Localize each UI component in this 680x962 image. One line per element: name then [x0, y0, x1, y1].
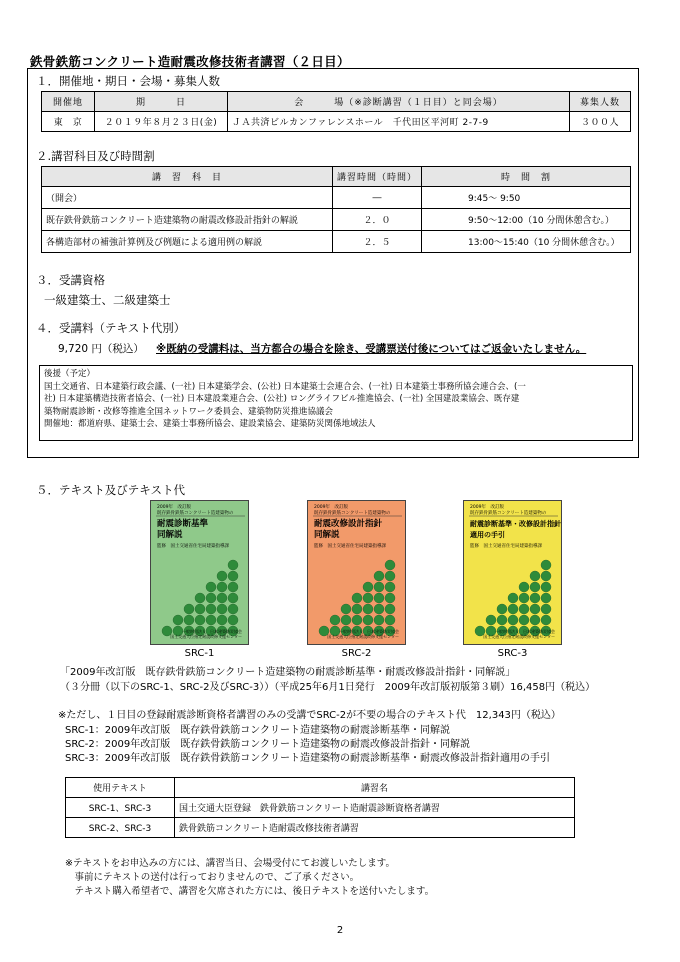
- cell-date: ２０１９年８月２３日(金): [95, 112, 228, 132]
- cover-subtitle: 監修 国土交通省住宅局建築指導課: [157, 544, 229, 549]
- cover-circle: [530, 593, 540, 603]
- book-cover-src1: [150, 500, 249, 645]
- cover-circle: [374, 571, 384, 581]
- sponsors-line: 後援（予定）: [44, 369, 96, 379]
- text-price-note: ※ただし、１日目の登録耐震診断資格者講習のみの受講でSRC-2が不要の場合のテキスト代 12,343円（税込）: [58, 710, 561, 721]
- cover-circle: [363, 593, 373, 603]
- cover-circle: [352, 615, 362, 625]
- cover-circle: [497, 604, 507, 614]
- cover-circle: [530, 571, 540, 581]
- sponsors-box: [39, 365, 633, 441]
- list-item: SRC-1：2009年改訂版 既存鉄骨鉄筋コンクリート造建築物の耐震診断基準・同解説: [65, 725, 450, 736]
- text-notes: [65, 857, 434, 899]
- header-location: 開催地: [42, 92, 95, 112]
- cell-time: 9:45～ 9:50: [422, 187, 631, 209]
- cover-circle: [217, 571, 227, 581]
- cover-circle: [217, 582, 227, 592]
- cover-publisher: 一般財団法人 日本建築防災協会 国土交通大臣指定耐震改修支援センター: [327, 629, 399, 639]
- cover-circle: [385, 604, 395, 614]
- cover-header: 2009年 改訂版 既存鉄骨鉄筋コンクリート造建築物の: [470, 505, 547, 516]
- cover-circle: [330, 615, 340, 625]
- section1-heading: １．開催地・期日・会場・募集人数: [36, 74, 220, 88]
- cell-course-name: 国土交通大臣登録 鉄骨鉄筋コンクリート造耐震診断資格者講習: [175, 798, 575, 818]
- cover-circle: [508, 604, 518, 614]
- cover-circle: [195, 615, 205, 625]
- cover-circle: [541, 593, 551, 603]
- section4-heading: ４．受講料（テキスト代別）: [36, 321, 186, 335]
- cell-venue: ＪＡ共済ビルカンファレンスホール 千代田区平河町 2-7-9: [228, 112, 570, 132]
- cover-circle: [184, 615, 194, 625]
- cover-circle: [374, 604, 384, 614]
- text-description: 「2009年改訂版 既存鉄骨鉄筋コンクリート造建築物の耐震診断基準・耐震改修設計指針・同解説」: [60, 667, 516, 678]
- cover-label-src1: SRC-1: [184, 648, 215, 659]
- cell-text-used: SRC-2、SRC-3: [66, 818, 175, 838]
- schedule-table-header: [42, 167, 631, 187]
- cover-circle: [385, 571, 395, 581]
- cover-circle: [541, 571, 551, 581]
- table-row: [66, 818, 575, 838]
- header-timetable: 時 間 割: [422, 167, 631, 187]
- text-price: （３分冊（以下のSRC-1、SRC-2及びSRC-3））（平成25年6月1日発行 2009年改訂版初版第３刷）16,458円（税込）: [60, 682, 596, 693]
- page-number: 2: [336, 925, 344, 936]
- note-line: ※テキストをお申込みの方には、講習当日、会場受付にてお渡しいたします。: [65, 858, 396, 869]
- cover-circle: [228, 604, 238, 614]
- sponsors-line: 国土交通省、日本建築行政会議、(一社) 日本建築学会、(公社) 日本建築士会連合会、(一社) 日本建築士事務所協会連合会、(一: [44, 381, 526, 392]
- cover-circle: [541, 615, 551, 625]
- cover-circle: [385, 582, 395, 592]
- sponsors-line: 開催地：都道府県、建築士会、建築士事務所協会、建設業協会、建築防災関係地域法人: [44, 419, 376, 429]
- table-row: [66, 798, 575, 818]
- header-capacity: 募集人数: [570, 92, 631, 112]
- cover-publisher: 一般財団法人 日本建築防災協会 国土交通大臣指定耐震改修支援センター: [483, 629, 555, 639]
- cover-title: 耐震診断基準 同解説: [157, 519, 209, 540]
- cell-subject: 既存鉄骨鉄筋コンクリート造建築物の耐震改修設計指針の解説: [42, 209, 333, 231]
- cover-circle: [519, 593, 529, 603]
- cell-time: 9:50～12:00（10 分間休憩含む。）: [422, 209, 631, 231]
- cover-header: 2009年 改訂版 既存鉄骨鉄筋コンクリート造建築物の: [157, 505, 234, 516]
- cover-title: 耐震改修設計指針 同解説: [314, 519, 383, 540]
- cover-circle: [385, 615, 395, 625]
- schedule-table: [41, 166, 631, 253]
- list-item: SRC-2：2009年改訂版 既存鉄骨鉄筋コンクリート造建築物の耐震改修設計指針・同解説: [65, 739, 470, 750]
- cover-circle: [541, 604, 551, 614]
- cover-circle: [217, 604, 227, 614]
- note-line: 事前にテキストの送付は行っておりませんので、ご了承ください。: [65, 872, 360, 883]
- cover-circle: [352, 593, 362, 603]
- cover-circle: [184, 604, 194, 614]
- text-usage-table: [65, 777, 575, 838]
- header-text-used: 使用テキスト: [66, 778, 175, 798]
- cell-hours: ―: [332, 187, 421, 209]
- cover-circle: [228, 615, 238, 625]
- cover-circle: [385, 593, 395, 603]
- cell-time: 13:00～15:40（10 分間休憩含む。）: [422, 231, 631, 253]
- cover-circle: [341, 604, 351, 614]
- cover-circle: [519, 615, 529, 625]
- cover-circle: [363, 582, 373, 592]
- cover-circle: [173, 615, 183, 625]
- cover-circle: [486, 615, 496, 625]
- venue-table: [41, 91, 631, 132]
- cover-circle: [363, 615, 373, 625]
- cover-circle: [217, 615, 227, 625]
- book-cover-src3: [463, 500, 562, 645]
- cover-circle: [519, 582, 529, 592]
- header-date: 期 日: [95, 92, 228, 112]
- section3-heading: ３．受講資格: [36, 273, 105, 287]
- cover-circle: [217, 593, 227, 603]
- cover-circle: [228, 571, 238, 581]
- cover-circle: [206, 615, 216, 625]
- cover-circle: [352, 604, 362, 614]
- cover-circle: [206, 593, 216, 603]
- venue-table-header: [42, 92, 631, 112]
- cover-circle: [374, 582, 384, 592]
- cover-circle: [206, 582, 216, 592]
- cell-capacity: ３００人: [570, 112, 631, 132]
- cover-circle: [530, 615, 540, 625]
- cell-subject: （開会）: [42, 187, 333, 209]
- cover-circle: [363, 604, 373, 614]
- refund-note: ※既納の受講料は、当方都合の場合を除き、受講票送付後についてはご返金いたしません。: [156, 343, 587, 355]
- cell-hours: ２．０: [332, 209, 421, 231]
- cover-circle: [497, 615, 507, 625]
- header-hours: 講習時間（時間）: [332, 167, 421, 187]
- cover-circle: [541, 560, 551, 570]
- cell-text-used: SRC-1、SRC-3: [66, 798, 175, 818]
- cover-circle: [228, 593, 238, 603]
- cover-subtitle: 監修 国土交通省住宅局建築指導課: [314, 544, 386, 549]
- cover-label-src2: SRC-2: [341, 648, 372, 659]
- note-line: テキスト購入希望者で、講習を欠席された方には、後日テキストを送付いたします。: [65, 886, 435, 897]
- book-cover-src2: [307, 500, 406, 645]
- cell-hours: ２．５: [332, 231, 421, 253]
- sponsors-line: 社) 日本建築構造技術者協会、(一社) 日本建設業連合会、(公社) ロングライフビル推進協会、(一社) 全国建設業協会、既存建: [44, 394, 520, 404]
- cover-title: 耐震診断基準・改修設計指針 適用の手引: [470, 520, 561, 539]
- document-title: 鉄骨鉄筋コンクリート造耐震改修技術者講習（２日目）: [30, 54, 350, 69]
- usage-table-header: [66, 778, 575, 798]
- fee-text: 9,720 円（税込）: [58, 343, 144, 355]
- cover-header: 2009年 改訂版 既存鉄骨鉄筋コンクリート造建築物の: [314, 505, 391, 516]
- list-item: SRC-3：2009年改訂版 既存鉄骨鉄筋コンクリート造建築物の耐震診断基準・耐震改修設計指針適用の手引: [65, 753, 550, 764]
- cover-label-src3: SRC-3: [497, 648, 528, 659]
- sponsors-line: 築物耐震診断・改修等推進全国ネットワーク委員会、建築物防災推進協議会: [44, 406, 334, 417]
- cover-circle: [374, 593, 384, 603]
- cover-subtitle: 監修 国土交通省住宅局建築指導課: [470, 544, 542, 549]
- cover-circle: [228, 560, 238, 570]
- cover-circle: [519, 604, 529, 614]
- header-subject: 講 習 科 目: [42, 167, 333, 187]
- cover-circle: [530, 582, 540, 592]
- cover-circle: [228, 582, 238, 592]
- section5-heading: ５．テキスト及びテキスト代: [36, 483, 186, 497]
- cover-circle: [508, 615, 518, 625]
- cover-circle: [195, 604, 205, 614]
- table-row: [42, 231, 631, 253]
- cover-circle: [341, 615, 351, 625]
- cover-circle: [530, 604, 540, 614]
- table-row: [42, 209, 631, 231]
- cover-circle: [385, 560, 395, 570]
- cell-subject: 各構造部材の補強計算例及び例題による適用例の解説: [42, 231, 333, 253]
- cover-publisher: 一般財団法人 日本建築防災協会 国土交通大臣指定耐震改修支援センター: [170, 629, 242, 639]
- cover-circle: [374, 615, 384, 625]
- cover-circle: [508, 593, 518, 603]
- section2-heading: ２.講習科目及び時間割: [36, 149, 155, 163]
- cell-location: 東 京: [42, 112, 95, 132]
- table-row: [42, 112, 631, 132]
- header-course-name: 講習名: [175, 778, 575, 798]
- cover-circle: [195, 593, 205, 603]
- table-row: [42, 187, 631, 209]
- cell-course-name: 鉄骨鉄筋コンクリート造耐震改修技術者講習: [175, 818, 575, 838]
- header-venue: 会 場（※診断講習（１日目）と同会場）: [228, 92, 570, 112]
- qualification-text: 一級建築士、二級建築士: [44, 293, 171, 307]
- cover-circle: [541, 582, 551, 592]
- cover-circle: [206, 604, 216, 614]
